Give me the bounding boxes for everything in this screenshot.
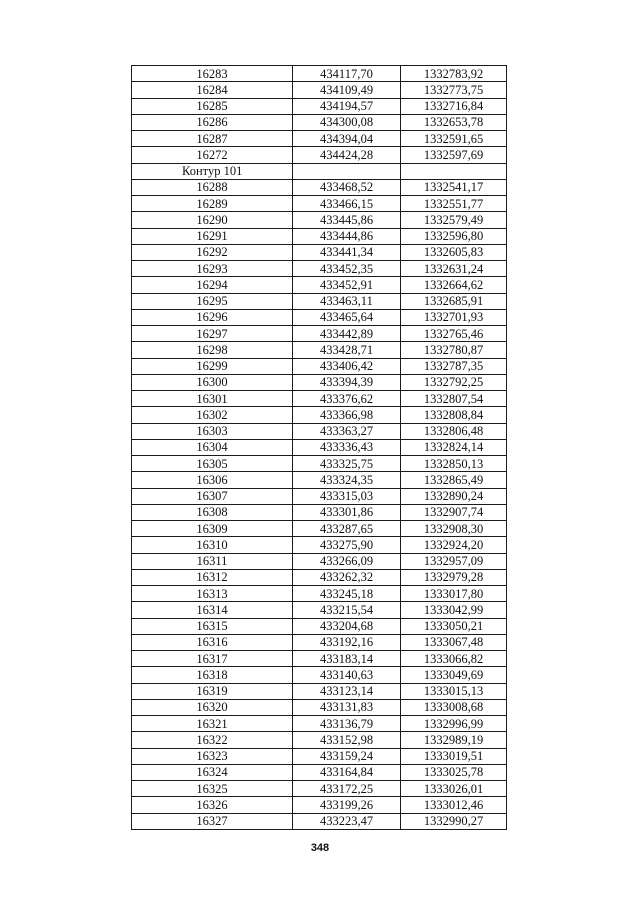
table-row bbox=[132, 488, 507, 504]
table-row bbox=[132, 634, 507, 650]
x-coordinate-cell: 434117,70 bbox=[293, 66, 401, 82]
x-coordinate-cell: 433140,63 bbox=[293, 667, 401, 683]
empty-cell bbox=[293, 163, 401, 179]
y-coordinate-cell: 1332591,65 bbox=[401, 131, 507, 147]
table-row bbox=[132, 504, 507, 520]
point-id-cell: 16307 bbox=[132, 488, 293, 504]
table-row bbox=[132, 196, 507, 212]
contour-heading: Контур 101 bbox=[132, 163, 293, 179]
point-id-cell: 16284 bbox=[132, 82, 293, 98]
y-coordinate-cell: 1332890,24 bbox=[401, 488, 507, 504]
table-row bbox=[132, 699, 507, 715]
point-id-cell: 16299 bbox=[132, 358, 293, 374]
point-id-cell: 16295 bbox=[132, 293, 293, 309]
coordinates-table-body bbox=[132, 66, 507, 830]
table-row bbox=[132, 439, 507, 455]
point-id-cell: 16319 bbox=[132, 683, 293, 699]
table-row bbox=[132, 277, 507, 293]
table-row bbox=[132, 82, 507, 98]
x-coordinate-cell: 433152,98 bbox=[293, 732, 401, 748]
y-coordinate-cell: 1332765,46 bbox=[401, 326, 507, 342]
y-coordinate-cell: 1332807,54 bbox=[401, 391, 507, 407]
y-coordinate-cell: 1332605,83 bbox=[401, 244, 507, 260]
point-id-cell: 16303 bbox=[132, 423, 293, 439]
point-id-cell: 16309 bbox=[132, 521, 293, 537]
point-id-cell: 16293 bbox=[132, 261, 293, 277]
x-coordinate-cell: 433262,32 bbox=[293, 569, 401, 585]
point-id-cell: 16316 bbox=[132, 634, 293, 650]
point-id-cell: 16304 bbox=[132, 439, 293, 455]
table-row bbox=[132, 293, 507, 309]
y-coordinate-cell: 1332808,84 bbox=[401, 407, 507, 423]
y-coordinate-cell: 1332924,20 bbox=[401, 537, 507, 553]
point-id-cell: 16298 bbox=[132, 342, 293, 358]
empty-cell bbox=[401, 163, 507, 179]
x-coordinate-cell: 433394,39 bbox=[293, 374, 401, 390]
y-coordinate-cell: 1332957,09 bbox=[401, 553, 507, 569]
contour-heading-row bbox=[132, 163, 507, 179]
point-id-cell: 16315 bbox=[132, 618, 293, 634]
x-coordinate-cell: 433442,89 bbox=[293, 326, 401, 342]
x-coordinate-cell: 434194,57 bbox=[293, 98, 401, 114]
x-coordinate-cell: 433215,54 bbox=[293, 602, 401, 618]
point-id-cell: 16312 bbox=[132, 569, 293, 585]
x-coordinate-cell: 433444,86 bbox=[293, 228, 401, 244]
point-id-cell: 16327 bbox=[132, 813, 293, 829]
point-id-cell: 16287 bbox=[132, 131, 293, 147]
y-coordinate-cell: 1333050,21 bbox=[401, 618, 507, 634]
x-coordinate-cell: 433315,03 bbox=[293, 488, 401, 504]
y-coordinate-cell: 1332865,49 bbox=[401, 472, 507, 488]
y-coordinate-cell: 1332664,62 bbox=[401, 277, 507, 293]
table-row bbox=[132, 651, 507, 667]
y-coordinate-cell: 1333049,69 bbox=[401, 667, 507, 683]
table-row bbox=[132, 537, 507, 553]
table-row bbox=[132, 228, 507, 244]
table-row bbox=[132, 667, 507, 683]
x-coordinate-cell: 434424,28 bbox=[293, 147, 401, 163]
table-row bbox=[132, 407, 507, 423]
x-coordinate-cell: 433428,71 bbox=[293, 342, 401, 358]
point-id-cell: 16324 bbox=[132, 764, 293, 780]
y-coordinate-cell: 1333012,46 bbox=[401, 797, 507, 813]
x-coordinate-cell: 434109,49 bbox=[293, 82, 401, 98]
x-coordinate-cell: 433183,14 bbox=[293, 651, 401, 667]
y-coordinate-cell: 1333042,99 bbox=[401, 602, 507, 618]
point-id-cell: 16302 bbox=[132, 407, 293, 423]
x-coordinate-cell: 433275,90 bbox=[293, 537, 401, 553]
page-number: 348 bbox=[310, 842, 330, 854]
point-id-cell: 16318 bbox=[132, 667, 293, 683]
point-id-cell: 16320 bbox=[132, 699, 293, 715]
point-id-cell: 16300 bbox=[132, 374, 293, 390]
table-row bbox=[132, 131, 507, 147]
table-row bbox=[132, 618, 507, 634]
table-row bbox=[132, 98, 507, 114]
x-coordinate-cell: 434394,04 bbox=[293, 131, 401, 147]
y-coordinate-cell: 1332716,84 bbox=[401, 98, 507, 114]
point-id-cell: 16325 bbox=[132, 781, 293, 797]
x-coordinate-cell: 434300,08 bbox=[293, 114, 401, 130]
x-coordinate-cell: 433159,24 bbox=[293, 748, 401, 764]
x-coordinate-cell: 433301,86 bbox=[293, 504, 401, 520]
y-coordinate-cell: 1332996,99 bbox=[401, 716, 507, 732]
point-id-cell: 16317 bbox=[132, 651, 293, 667]
x-coordinate-cell: 433376,62 bbox=[293, 391, 401, 407]
y-coordinate-cell: 1333066,82 bbox=[401, 651, 507, 667]
table-row bbox=[132, 472, 507, 488]
table-row bbox=[132, 602, 507, 618]
point-id-cell: 16294 bbox=[132, 277, 293, 293]
x-coordinate-cell: 433172,25 bbox=[293, 781, 401, 797]
table-row bbox=[132, 261, 507, 277]
table-row bbox=[132, 748, 507, 764]
x-coordinate-cell: 433123,14 bbox=[293, 683, 401, 699]
point-id-cell: 16296 bbox=[132, 309, 293, 325]
y-coordinate-cell: 1332792,25 bbox=[401, 374, 507, 390]
x-coordinate-cell: 433406,42 bbox=[293, 358, 401, 374]
table-row bbox=[132, 683, 507, 699]
x-coordinate-cell: 433223,47 bbox=[293, 813, 401, 829]
table-row bbox=[132, 553, 507, 569]
point-id-cell: 16306 bbox=[132, 472, 293, 488]
y-coordinate-cell: 1333015,13 bbox=[401, 683, 507, 699]
x-coordinate-cell: 433204,68 bbox=[293, 618, 401, 634]
x-coordinate-cell: 433445,86 bbox=[293, 212, 401, 228]
x-coordinate-cell: 433199,26 bbox=[293, 797, 401, 813]
x-coordinate-cell: 433136,79 bbox=[293, 716, 401, 732]
table-row bbox=[132, 391, 507, 407]
point-id-cell: 16291 bbox=[132, 228, 293, 244]
y-coordinate-cell: 1332907,74 bbox=[401, 504, 507, 520]
x-coordinate-cell: 433366,98 bbox=[293, 407, 401, 423]
point-id-cell: 16313 bbox=[132, 586, 293, 602]
y-coordinate-cell: 1332685,91 bbox=[401, 293, 507, 309]
y-coordinate-cell: 1332908,30 bbox=[401, 521, 507, 537]
table-row bbox=[132, 797, 507, 813]
x-coordinate-cell: 433463,11 bbox=[293, 293, 401, 309]
y-coordinate-cell: 1333019,51 bbox=[401, 748, 507, 764]
x-coordinate-cell: 433441,34 bbox=[293, 244, 401, 260]
y-coordinate-cell: 1333017,80 bbox=[401, 586, 507, 602]
table-row bbox=[132, 147, 507, 163]
table-row bbox=[132, 179, 507, 195]
y-coordinate-cell: 1332783,92 bbox=[401, 66, 507, 82]
x-coordinate-cell: 433363,27 bbox=[293, 423, 401, 439]
x-coordinate-cell: 433452,91 bbox=[293, 277, 401, 293]
table-row bbox=[132, 66, 507, 82]
table-row bbox=[132, 374, 507, 390]
point-id-cell: 16314 bbox=[132, 602, 293, 618]
table-row bbox=[132, 569, 507, 585]
y-coordinate-cell: 1332551,77 bbox=[401, 196, 507, 212]
table-row bbox=[132, 521, 507, 537]
point-id-cell: 16310 bbox=[132, 537, 293, 553]
table-row bbox=[132, 244, 507, 260]
x-coordinate-cell: 433468,52 bbox=[293, 179, 401, 195]
y-coordinate-cell: 1333008,68 bbox=[401, 699, 507, 715]
x-coordinate-cell: 433465,64 bbox=[293, 309, 401, 325]
point-id-cell: 16285 bbox=[132, 98, 293, 114]
point-id-cell: 16272 bbox=[132, 147, 293, 163]
x-coordinate-cell: 433266,09 bbox=[293, 553, 401, 569]
point-id-cell: 16311 bbox=[132, 553, 293, 569]
point-id-cell: 16289 bbox=[132, 196, 293, 212]
table-row bbox=[132, 456, 507, 472]
table-row bbox=[132, 781, 507, 797]
y-coordinate-cell: 1333067,48 bbox=[401, 634, 507, 650]
point-id-cell: 16297 bbox=[132, 326, 293, 342]
point-id-cell: 16290 bbox=[132, 212, 293, 228]
point-id-cell: 16288 bbox=[132, 179, 293, 195]
table-row bbox=[132, 114, 507, 130]
y-coordinate-cell: 1332597,69 bbox=[401, 147, 507, 163]
y-coordinate-cell: 1332850,13 bbox=[401, 456, 507, 472]
y-coordinate-cell: 1332989,19 bbox=[401, 732, 507, 748]
x-coordinate-cell: 433452,35 bbox=[293, 261, 401, 277]
point-id-cell: 16292 bbox=[132, 244, 293, 260]
point-id-cell: 16286 bbox=[132, 114, 293, 130]
x-coordinate-cell: 433192,16 bbox=[293, 634, 401, 650]
table-row bbox=[132, 212, 507, 228]
point-id-cell: 16323 bbox=[132, 748, 293, 764]
point-id-cell: 16321 bbox=[132, 716, 293, 732]
x-coordinate-cell: 433466,15 bbox=[293, 196, 401, 212]
y-coordinate-cell: 1332701,93 bbox=[401, 309, 507, 325]
table-row bbox=[132, 716, 507, 732]
x-coordinate-cell: 433131,83 bbox=[293, 699, 401, 715]
table-row bbox=[132, 586, 507, 602]
point-id-cell: 16305 bbox=[132, 456, 293, 472]
y-coordinate-cell: 1332979,28 bbox=[401, 569, 507, 585]
y-coordinate-cell: 1332780,87 bbox=[401, 342, 507, 358]
table-row bbox=[132, 813, 507, 829]
y-coordinate-cell: 1332631,24 bbox=[401, 261, 507, 277]
point-id-cell: 16283 bbox=[132, 66, 293, 82]
y-coordinate-cell: 1332787,35 bbox=[401, 358, 507, 374]
table-row bbox=[132, 732, 507, 748]
point-id-cell: 16301 bbox=[132, 391, 293, 407]
y-coordinate-cell: 1332773,75 bbox=[401, 82, 507, 98]
x-coordinate-cell: 433245,18 bbox=[293, 586, 401, 602]
y-coordinate-cell: 1333026,01 bbox=[401, 781, 507, 797]
table-row bbox=[132, 342, 507, 358]
point-id-cell: 16326 bbox=[132, 797, 293, 813]
y-coordinate-cell: 1332806,48 bbox=[401, 423, 507, 439]
y-coordinate-cell: 1332824,14 bbox=[401, 439, 507, 455]
table-row bbox=[132, 423, 507, 439]
x-coordinate-cell: 433287,65 bbox=[293, 521, 401, 537]
table-row bbox=[132, 358, 507, 374]
y-coordinate-cell: 1332596,80 bbox=[401, 228, 507, 244]
table-row bbox=[132, 309, 507, 325]
coordinates-table bbox=[131, 65, 507, 830]
point-id-cell: 16308 bbox=[132, 504, 293, 520]
x-coordinate-cell: 433325,75 bbox=[293, 456, 401, 472]
table-row bbox=[132, 764, 507, 780]
x-coordinate-cell: 433324,35 bbox=[293, 472, 401, 488]
x-coordinate-cell: 433336,43 bbox=[293, 439, 401, 455]
point-id-cell: 16322 bbox=[132, 732, 293, 748]
y-coordinate-cell: 1332653,78 bbox=[401, 114, 507, 130]
y-coordinate-cell: 1332579,49 bbox=[401, 212, 507, 228]
table-row bbox=[132, 326, 507, 342]
y-coordinate-cell: 1333025,78 bbox=[401, 764, 507, 780]
x-coordinate-cell: 433164,84 bbox=[293, 764, 401, 780]
y-coordinate-cell: 1332541,17 bbox=[401, 179, 507, 195]
y-coordinate-cell: 1332990,27 bbox=[401, 813, 507, 829]
